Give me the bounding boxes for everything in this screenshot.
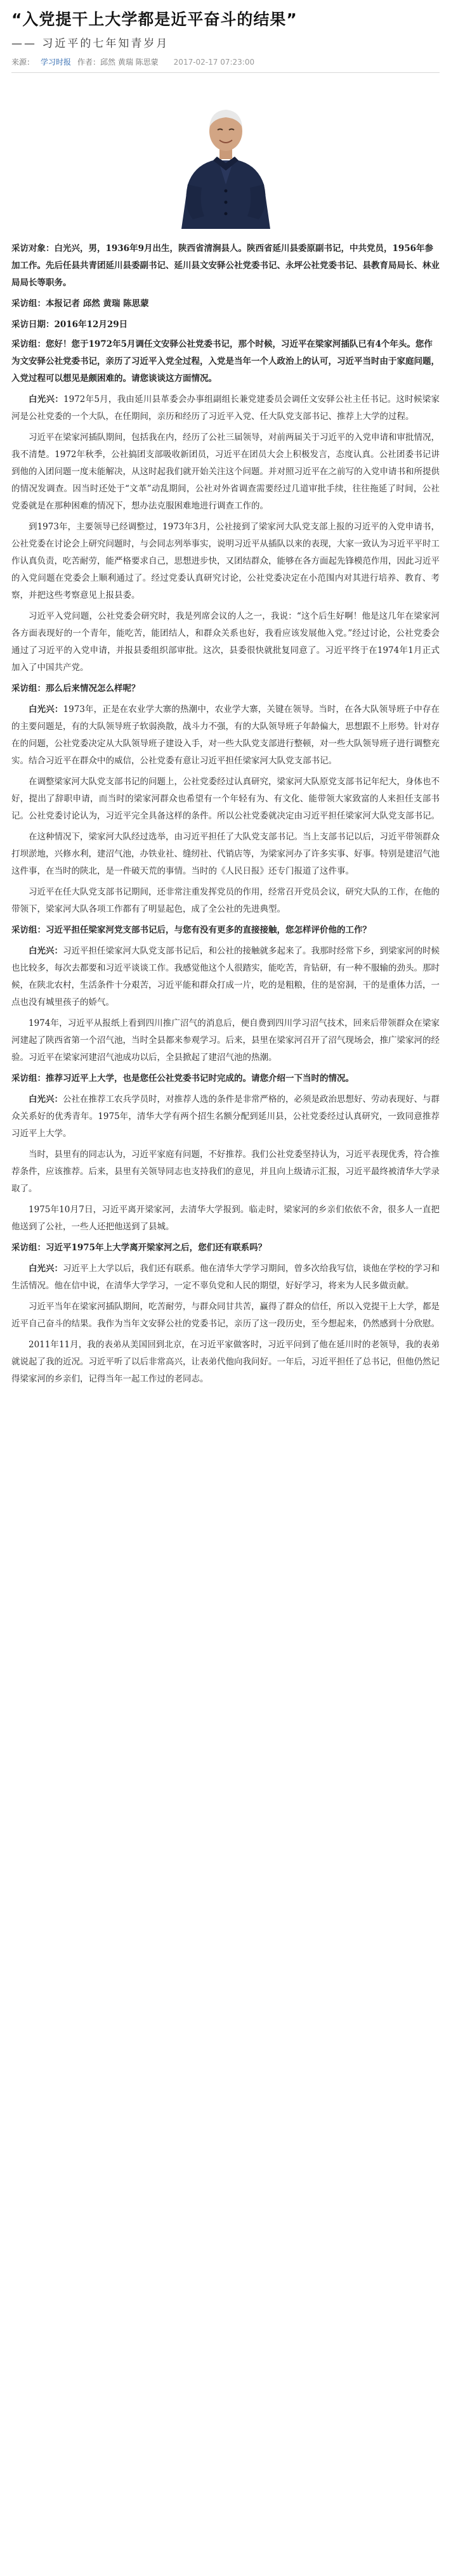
body-paragraph (11, 943, 440, 1011)
speaker-label: 白光兴： (29, 946, 63, 956)
timestamp: 2017-02-17 07:23:00 (173, 57, 255, 67)
body-paragraph (11, 1201, 440, 1236)
body-paragraph (11, 1260, 440, 1295)
body-paragraph (11, 1146, 440, 1198)
body-paragraph (11, 429, 440, 515)
paragraph-text: 采访组：本报记者 邱然 黄瑞 陈思蒙 (11, 299, 149, 309)
interview-question (11, 1239, 440, 1257)
interview-question (11, 680, 440, 697)
speaker-label: 白光兴： (29, 394, 63, 405)
paragraph-text: 习近平在任大队党支部书记期间，还非常注重发挥党员的作用，经常召开党员会议，研究大队的工作，在他的带领下，梁家河大队各项工作都有了明显起色，成了全公社的先进典型。 (11, 887, 440, 914)
paragraph-text: 采访组：习近平担任梁家河党支部书记后，与您有没有更多的直接接触，您怎样评价他的工作？ (11, 925, 371, 935)
paragraph-text: 1975年10月7日，习近平离开梁家河，去清华大学报到。临走时，梁家河的乡亲们依依不舍，很多人一直把他送到了公社，一些人还把他送到了县城。 (11, 1205, 440, 1232)
speaker-label: 白光兴： (29, 1264, 63, 1274)
body-paragraph (11, 608, 440, 676)
paragraph-text: 习近平上大学以后，我们还有联系。他在清华大学学习期间，曾多次给我写信，谈他在学校的学习和生活情况。他在信中说，在清华大学学习，一定不辜负党和人民的期望，好好学习，将来为人民多做贡献。 (11, 1264, 440, 1291)
article-subtitle: —— 习近平的七年知青岁月 (11, 37, 169, 50)
paragraph-text: 采访组：习近平1975年上大学离开梁家河之后，您们还有联系吗？ (11, 1243, 267, 1253)
interview-question (11, 336, 440, 387)
body-paragraph (11, 701, 440, 770)
article-meta (11, 56, 440, 73)
paragraph-text: 采访组：您好！您于1972年5月调任文安驿公社党委书记，那个时候，习近平在梁家河插队已有4个年头。您作为文安驿公社党委书记，亲历了习近平入党全过程，入党是当年一个人政治上的认可，习近平当时由于家庭问题，入党过程可以想见是颇困难的。请您谈谈这方面情况。 (11, 339, 440, 384)
portrait-photo (169, 89, 283, 229)
paragraph-text: 到1973年，主要领导已经调整过，1973年3月，公社接到了梁家河大队党支部上报的习近平的入党申请书，公社党委在讨论会上研究问题时，与会同志列举事实，说明习近平从插队以来的表现，大家一致认为习近平平时工作认真负责，吃苦耐劳，能严格要求自己，思想进步快，又团结群众，能够在各方面起先锋模范作用，因此习近平的入党问题在党委会上顺利通过了。经过党委认真研究讨论，公社党委决定在小范围内对其进行培养、教育、考察，并把这些考察意见上报县委。 (11, 522, 440, 600)
paragraph-text: 采访日期：2016年12月29日 (11, 320, 128, 330)
interview-question (11, 1070, 440, 1087)
paragraph-text: 习近平在梁家河插队期间，包括我在内，经历了公社三届领导，对前两届关于习近平的入党申请和审批情况，我不清楚。1972年秋季，公社搞团支部吸收新团员，习近平在团员大会上积极发言，态度认真。公社团委书记讲到他的入团问题一度未能解决，从这时起我们就开始关注这个问题。并对照习近平在之前写的入党申请书和所提供的情况发调查。因当时还处于“文革”动乱期间，公社对外省调查需要经过几道审批手续，往往拖延了时间，公社党委就是在那种困难的情况下，想办法克服困难地进行调查工作的。 (11, 432, 440, 511)
speaker-label: 白光兴： (29, 704, 63, 715)
speaker-label: 白光兴： (29, 1094, 63, 1104)
paragraph-text: 采访组：推荐习近平上大学，也是您任公社党委书记时完成的。请您介绍一下当时的情况。 (11, 1073, 354, 1084)
portrait-photo-icon (169, 89, 283, 229)
lead-paragraph (11, 295, 440, 313)
body-paragraph (11, 1015, 440, 1066)
photo-container (11, 89, 440, 229)
body-paragraph (11, 829, 440, 880)
paragraph-text: 2011年11月，我的表弟从美国回到北京，在习近平家做客时，习近平问到了他在延川时的老领导，我的表弟就说起了我的近况。习近平听了以后非常高兴，让表弟代他向我问好。一年后，习近平担任了总书记，但他仍然记得梁家河的乡亲们，记得当年一起工作过的老同志。 (11, 1340, 440, 1384)
interview-question (11, 922, 440, 939)
paragraph-text: 习近平入党问题，公社党委会研究时，我是列席会议的人之一，我说：“这个后生好啊！他是这几年在梁家河各方面表现好的一个青年，能吃苦，能团结人，和群众关系也好，我看应该发展他入党。”经过讨论，公社党委会通过了习近平的入党申请，并报县委组织部审批。这次，县委很快就批复同意了。习近平终于在1974年1月正式加入了中国共产党。 (11, 611, 440, 673)
paragraph-text: 公社在推荐工农兵学员时，对推荐人选的条件是非常严格的，必须是政治思想好、劳动表现好、与群众关系好的优秀青年。1975年，清华大学有两个招生名额分配到延川县，公社党委经过认真研究，一致同意推荐习近平上大学。 (11, 1094, 440, 1139)
body-paragraph (11, 1091, 440, 1142)
body-paragraph (11, 884, 440, 918)
paragraph-text: 习近平担任梁家河大队党支部书记后，和公社的接触就多起来了。我那时经常下乡，到梁家河的时候也比较多，每次去都要和习近平谈谈工作。我感觉他这个人很踏实，能吃苦，肯钻研，有一种不服输的劲头。那时候，在陕北农村，生活条件十分艰苦，习近平能和群众打成一片，吃的是粗粮，住的是窑洞，干的是重体力活，一点也没有城里孩子的娇气。 (11, 946, 440, 1007)
paragraph-text: 习近平当年在梁家河插队期间，吃苦耐劳，与群众同甘共苦，赢得了群众的信任，所以入党提干上大学，都是近平自己奋斗的结果。我作为当年文安驿公社的党委书记，亲历了这一段历史，至今想起来，仍然感到十分欣慰。 (11, 1302, 440, 1329)
body-paragraph (11, 391, 440, 425)
body-paragraph (11, 1298, 440, 1333)
source-link[interactable]: 学习时报 (41, 58, 72, 67)
lead-paragraph (11, 316, 440, 333)
lead-paragraph (11, 240, 440, 292)
authors: 作者：邱然 黄瑞 陈思蒙 (77, 58, 159, 67)
paragraph-text: 采访对象：白光兴，男，1936年9月出生，陕西省清涧县人。陕西省延川县委原副书记，中共党员，1956年参加工作。先后任县共青团延川县委副书记、延川县文安驿公社党委书记、永坪公社党委书记、县教育局局长、林业局局长等职务。 (11, 243, 440, 288)
source-label: 来源： (11, 58, 35, 67)
body-paragraph (11, 519, 440, 604)
paragraph-text: 在调整梁家河大队党支部书记的问题上，公社党委经过认真研究，梁家河大队原党支部书记年纪大，身体也不好，提出了辞职申请，而当时的梁家河群众也希望有一个年轻有为、有文化、能带领大家致富的人来担任支部书记。公社党委讨论认为，习近平完全具备这样的条件。所以公社党委就决定由习近平担任梁家河大队党支部书记。 (11, 777, 440, 821)
paragraph-text: 1974年，习近平从报纸上看到四川推广沼气的消息后，便自费到四川学习沼气技术，回来后带领群众在梁家河建起了陕西省第一个沼气池，当时全县都来参观学习。后来，县里在梁家河召开了沼气现场会，推广梁家河的经验。习近平在梁家河建沼气池成功以后，全县掀起了建沼气池的热潮。 (11, 1018, 440, 1063)
body-paragraph (11, 1337, 440, 1388)
paragraph-text: 1973年，正是在农业学大寨的热潮中，农业学大寨，关键在领导。当时，在各大队领导班子中存在的主要问题是，有的大队领导班子软弱涣散，战斗力不强，有的大队领导班子年龄偏大，思想跟不上形势。针对存在的问题，公社党委决定从大队领导班子建设入手，对一些大队党支部进行整顿，对一些大队领导班子进行调整充实。结合习近平在群众中的威信，公社党委有意让习近平担任梁家河大队党支部书记。 (11, 704, 440, 766)
article-body (11, 240, 440, 1388)
paragraph-text: 当时，县里有的同志认为，习近平家庭有问题，不好推荐。我们公社党委坚持认为，习近平表现优秀，符合推荐条件，应该推荐。后来，县里有关领导同志也支持我们的意见，并且向上级请示汇报，习近平最终被清华大学录取了。 (11, 1149, 440, 1194)
body-paragraph (11, 773, 440, 825)
paragraph-text: 1972年5月，我由延川县革委会办事组副组长兼党建委员会调任文安驿公社主任书记。这时候梁家河是公社党委的一个大队，在任期间，亲历和经历了习近平入党、任大队党支部书记、推荐上大学的过程。 (11, 394, 440, 422)
paragraph-text: 采访组：那么后来情况怎么样呢？ (11, 683, 140, 694)
article-title: “入党提干上大学都是近平奋斗的结果” (11, 10, 297, 29)
paragraph-text: 在这种情况下，梁家河大队经过选举，由习近平担任了大队党支部书记。当上支部书记以后，习近平带领群众打坝淤地，兴修水利，建沼气池，办铁业社、缝纫社、代销店等，为梁家河办了许多实事、好事。特别是建沼气池这件事，在当时的陕北，是一件破天荒的事情。当时的《人民日报》还专门报道了这件事。 (11, 832, 440, 876)
